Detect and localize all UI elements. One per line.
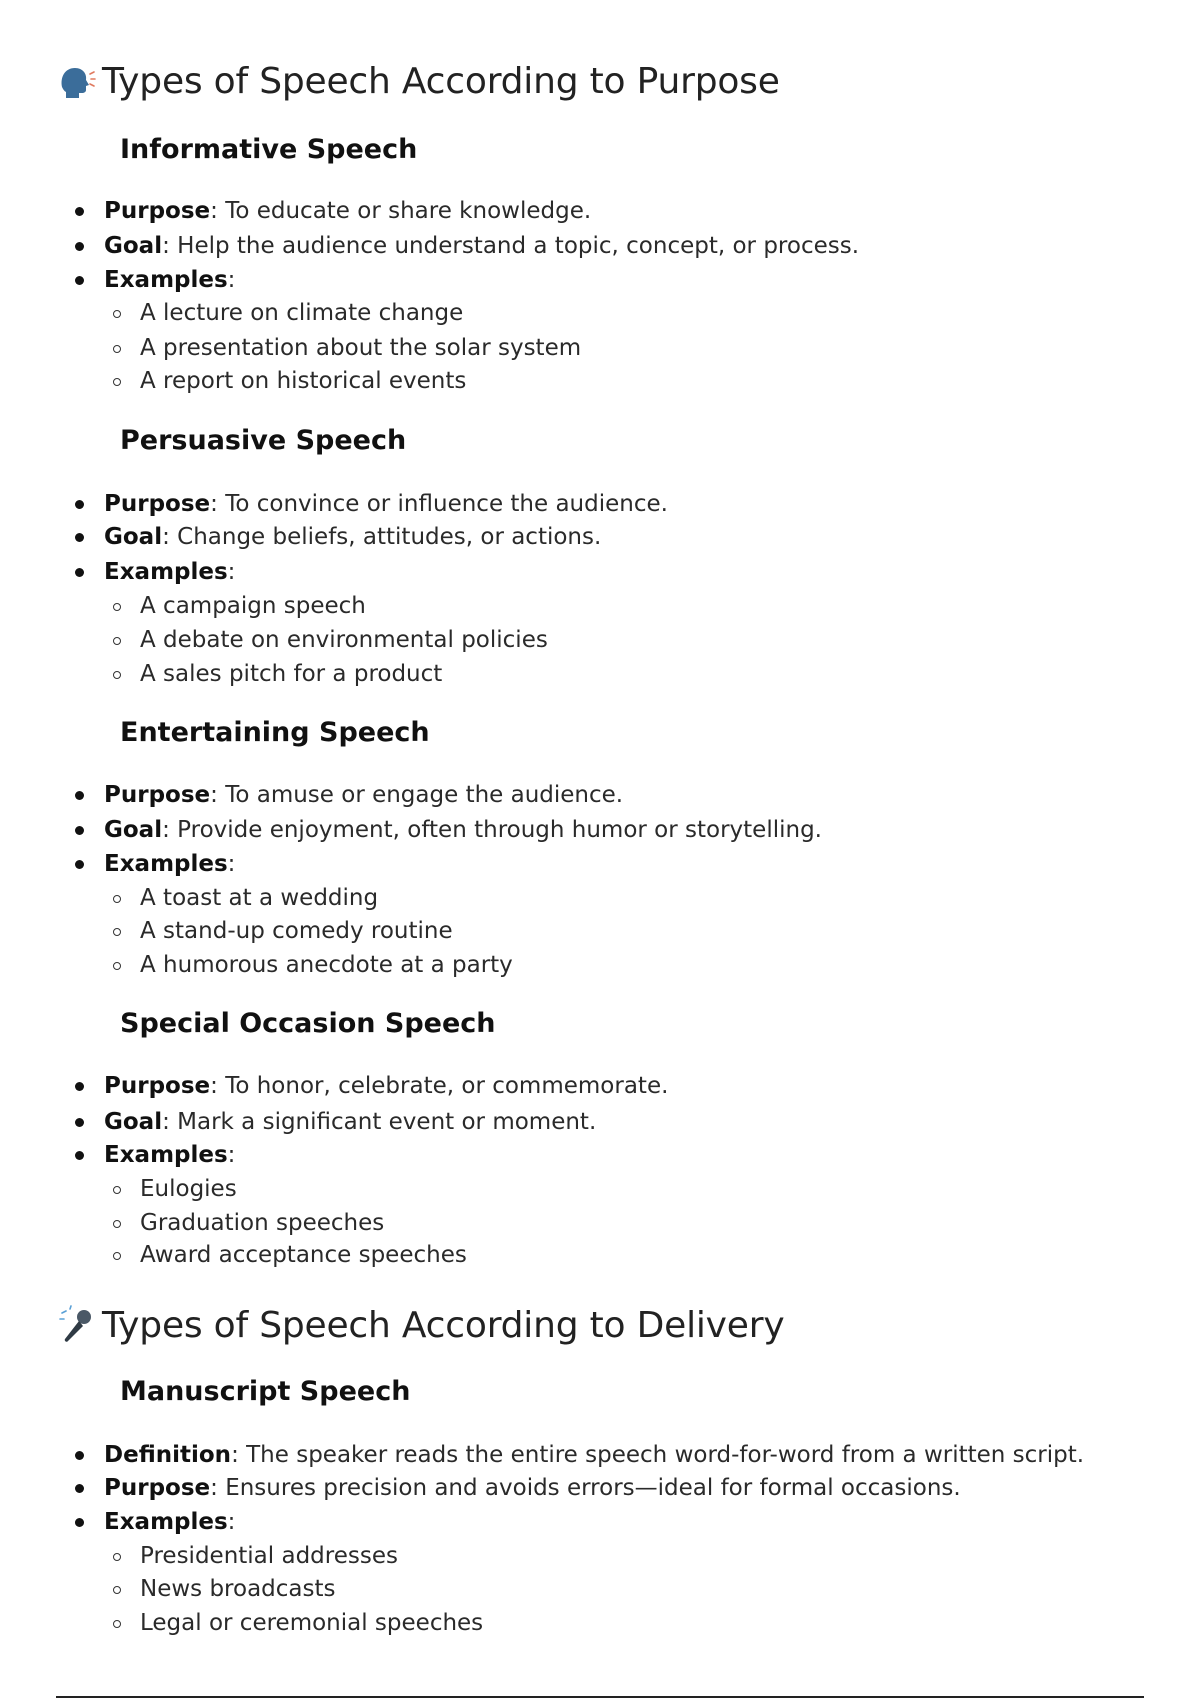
purpose-item: Purpose: To amuse or engage the audience. [104, 782, 624, 808]
subsection-heading-special-occasion: Special Occasion Speech [120, 1008, 496, 1039]
subsection-heading-entertaining: Entertaining Speech [120, 717, 430, 748]
purpose-item: Purpose: To convince or influence the audience. [104, 491, 668, 517]
example-item: A humorous anecdote at a party [140, 952, 513, 978]
examples-item: Examples: [104, 851, 236, 877]
examples-item: Examples: [104, 267, 236, 293]
examples-item: Examples: [104, 1142, 236, 1168]
example-item: A campaign speech [140, 593, 366, 619]
subsection-heading-informative: Informative Speech [120, 134, 418, 165]
example-item: A sales pitch for a product [140, 661, 443, 687]
speaking-head-icon [56, 61, 96, 101]
section-heading-delivery [56, 1301, 784, 1349]
example-item: A report on historical events [140, 368, 467, 394]
purpose-item: Purpose: Ensures precision and avoids errors—ideal for formal occasions. [104, 1475, 961, 1501]
example-item: News broadcasts [140, 1576, 336, 1602]
example-item: A debate on environmental policies [140, 627, 548, 653]
example-item: A toast at a wedding [140, 885, 379, 911]
goal-item: Goal: Provide enjoyment, often through humor or storytelling. [104, 817, 822, 843]
example-item: Legal or ceremonial speeches [140, 1610, 484, 1636]
examples-item: Examples: [104, 1509, 236, 1535]
purpose-item: Purpose: To honor, celebrate, or commemorate. [104, 1073, 669, 1099]
definition-item: Definition: The speaker reads the entire speech word-for-word from a written script. [104, 1442, 1085, 1468]
page-divider [56, 1696, 1144, 1698]
goal-item: Goal: Change beliefs, attitudes, or actions. [104, 524, 602, 550]
example-item: A lecture on climate change [140, 300, 464, 326]
subsection-heading-persuasive: Persuasive Speech [120, 425, 407, 456]
examples-item: Examples: [104, 559, 236, 585]
section-title: Types of Speech According to Delivery [102, 1304, 785, 1346]
goal-item: Goal: Mark a significant event or moment. [104, 1109, 597, 1135]
example-item: A stand-up comedy routine [140, 918, 453, 944]
example-item: Presidential addresses [140, 1543, 398, 1569]
example-item: Eulogies [140, 1176, 237, 1202]
purpose-item: Purpose: To educate or share knowledge. [104, 198, 592, 224]
microphone-icon [56, 1305, 96, 1345]
section-heading-purpose [56, 57, 780, 105]
example-item: Award acceptance speeches [140, 1242, 467, 1268]
example-item: Graduation speeches [140, 1210, 385, 1236]
example-item: A presentation about the solar system [140, 335, 582, 361]
subsection-heading-manuscript: Manuscript Speech [120, 1376, 411, 1407]
section-title: Types of Speech According to Purpose [102, 60, 780, 102]
goal-item: Goal: Help the audience understand a topic, concept, or process. [104, 233, 860, 259]
